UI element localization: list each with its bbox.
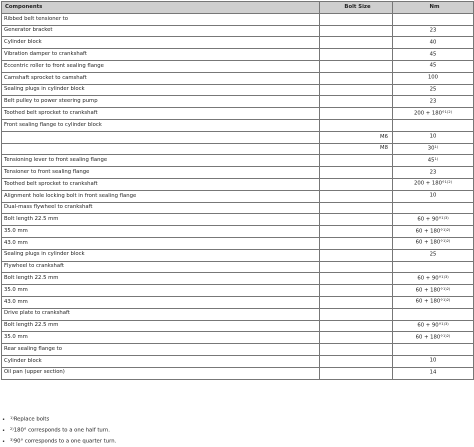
cell-component (2, 143, 320, 155)
torque-value: 60 + 180° (415, 334, 443, 341)
torque-value: 10 (429, 192, 437, 199)
cell-torque-nm (393, 84, 474, 96)
footnote-reference: 1)2) (442, 286, 451, 291)
column-header-components: Components (2, 2, 320, 14)
footnote-reference: 1)2) (442, 239, 451, 244)
footnote-reference: 1)3) (441, 321, 449, 326)
cell-component: Bolt length 22.5 mm (2, 273, 320, 285)
footnote-text: 90° corresponds to a one quarter turn. (13, 438, 117, 445)
cell-torque-nm (393, 96, 474, 108)
cell-torque-nm (393, 202, 474, 214)
footnote-reference: 1)2) (444, 180, 453, 185)
cell-component (2, 131, 320, 143)
torque-value: 200 + 180° (413, 110, 445, 117)
cell-component: 35.0 mm (2, 226, 320, 238)
table-row (2, 320, 474, 332)
cell-component: 35.0 mm (2, 332, 320, 344)
column-header-nm: Nm (393, 2, 474, 14)
footnote-mark: 2) (10, 427, 14, 431)
torque-value: 45 (427, 157, 435, 164)
cell-torque-nm (393, 37, 474, 49)
cell-component: Drive plate to crankshaft (2, 308, 320, 320)
torque-value: 25 (429, 86, 437, 93)
torque-value: 60 + 180° (415, 287, 443, 294)
cell-bolt-size (320, 190, 393, 202)
cell-component: Dual-mass flywheel to crankshaft (2, 202, 320, 214)
footnote-reference: 1) (434, 156, 439, 161)
table-group-row (2, 13, 474, 25)
torque-value: 14 (429, 369, 437, 376)
table-group-row (2, 119, 474, 131)
cell-torque-nm (393, 285, 474, 297)
cell-bolt-size (320, 320, 393, 332)
table-row (2, 273, 474, 285)
cell-torque-nm (393, 355, 474, 367)
table-row (2, 25, 474, 37)
table-row (2, 285, 474, 297)
cell-component: Toothed belt sprocket to crankshaft (2, 108, 320, 120)
cell-torque-nm (393, 273, 474, 285)
column-header-bolt-size: Bolt Size (320, 2, 393, 14)
table-header-row (2, 2, 474, 14)
cell-component: Sealing plugs in cylinder block (2, 249, 320, 261)
footnote-reference: 1)2) (442, 227, 451, 232)
cell-torque-nm (393, 308, 474, 320)
cell-bolt-size (320, 96, 393, 108)
cell-bolt-size (320, 261, 393, 273)
cell-component: Tensioning lever to front sealing flange (2, 155, 320, 167)
torque-value: 45 (429, 51, 437, 58)
table-row (2, 72, 474, 84)
table-row (2, 367, 474, 379)
table-group-row (2, 202, 474, 214)
torque-value: 23 (429, 169, 437, 176)
cell-torque-nm (393, 60, 474, 72)
cell-component: Ribbed belt tensioner to (2, 13, 320, 25)
cell-component: 35.0 mm (2, 285, 320, 297)
cell-torque-nm (393, 190, 474, 202)
cell-torque-nm (393, 344, 474, 356)
cell-component: Oil pan (upper section) (2, 367, 320, 379)
footnote-text: Replace bolts (13, 416, 50, 423)
torque-value: 30 (427, 145, 435, 152)
torque-value: 40 (429, 39, 437, 46)
cell-component: Flywheel to crankshaft (2, 261, 320, 273)
cell-bolt-size (320, 84, 393, 96)
table-row (2, 178, 474, 190)
cell-component: Sealing plugs in cylinder block (2, 84, 320, 96)
cell-bolt-size (320, 308, 393, 320)
cell-torque-nm (393, 13, 474, 25)
footnote-reference: 1)2) (442, 298, 451, 303)
table-row (2, 355, 474, 367)
cell-bolt-size (320, 37, 393, 49)
cell-torque-nm (393, 320, 474, 332)
table-row (2, 60, 474, 72)
cell-component: Cylinder block (2, 355, 320, 367)
cell-component: Cylinder block (2, 37, 320, 49)
cell-component: 43.0 mm (2, 237, 320, 249)
cell-torque-nm (393, 214, 474, 226)
table-row (2, 96, 474, 108)
bullet-icon: • (2, 416, 6, 423)
table-row (2, 143, 474, 155)
cell-torque-nm (393, 296, 474, 308)
table-row (2, 49, 474, 61)
cell-bolt-size (320, 13, 393, 25)
cell-bolt-size (320, 332, 393, 344)
cell-bolt-size (320, 273, 393, 285)
cell-bolt-size (320, 249, 393, 261)
torque-value: 200 + 180° (413, 181, 445, 187)
torque-value: 60 + 90° (417, 216, 442, 223)
cell-bolt-size (320, 367, 393, 379)
cell-bolt-size (320, 108, 393, 120)
torque-value: 60 + 90° (417, 322, 442, 329)
cell-bolt-size: M6 (320, 131, 393, 143)
footnote-reference: 1)2) (442, 333, 451, 338)
table-row (2, 249, 474, 261)
cell-bolt-size (320, 49, 393, 61)
cell-component: Toothed belt sprocket to crankshaft (2, 178, 320, 190)
cell-component: Front sealing flange to cylinder block (2, 119, 320, 131)
table-row (2, 167, 474, 179)
cell-bolt-size (320, 25, 393, 37)
cell-bolt-size (320, 226, 393, 238)
cell-bolt-size (320, 119, 393, 131)
bullet-icon: • (2, 438, 6, 445)
table-row (2, 214, 474, 226)
cell-bolt-size (320, 72, 393, 84)
cell-component: Vibration damper to crankshaft (2, 49, 320, 61)
cell-bolt-size (320, 167, 393, 179)
table-row (2, 155, 474, 167)
cell-component: Generator bracket (2, 25, 320, 37)
table-row (2, 131, 474, 143)
torque-value: 60 + 180° (415, 228, 443, 235)
cell-bolt-size (320, 355, 393, 367)
cell-bolt-size: M8 (320, 143, 393, 155)
cell-bolt-size (320, 344, 393, 356)
cell-bolt-size (320, 155, 393, 167)
footnote-reference: 1)2) (444, 109, 453, 114)
cell-bolt-size (320, 285, 393, 297)
cell-component: Rear sealing flange to (2, 344, 320, 356)
torque-value: 23 (429, 27, 437, 34)
cell-bolt-size (320, 214, 393, 226)
cell-torque-nm (393, 367, 474, 379)
table-row (2, 190, 474, 202)
cell-torque-nm (393, 143, 474, 155)
cell-component: Eccentric roller to front sealing flange (2, 60, 320, 72)
table-group-row (2, 261, 474, 273)
cell-torque-nm (393, 108, 474, 120)
cell-bolt-size (320, 178, 393, 190)
cell-torque-nm (393, 131, 474, 143)
torque-value: 23 (429, 98, 437, 105)
torque-value: 10 (429, 133, 437, 140)
cell-torque-nm (393, 237, 474, 249)
footnote-reference: 1)3) (441, 274, 449, 279)
torque-value: 60 + 90° (417, 275, 442, 282)
cell-component: Bolt length 22.5 mm (2, 214, 320, 226)
footnote-mark: 3) (10, 438, 14, 442)
table-row (2, 332, 474, 344)
torque-value: 100 (427, 74, 439, 81)
cell-torque-nm (393, 332, 474, 344)
cell-bolt-size (320, 202, 393, 214)
footnote-reference: 1) (434, 145, 439, 150)
cell-torque-nm (393, 155, 474, 167)
table-body (2, 13, 474, 379)
cell-component: Belt pulley to power steering pump (2, 96, 320, 108)
torque-value: 60 + 180° (415, 239, 443, 246)
footnote-mark: 1) (10, 416, 14, 420)
bullet-icon: • (2, 427, 6, 434)
cell-torque-nm (393, 178, 474, 190)
torque-value: 45 (429, 63, 437, 70)
table-row (2, 237, 474, 249)
torque-value: 10 (429, 357, 437, 364)
table-row (2, 84, 474, 96)
torque-value: 60 + 180° (415, 298, 443, 305)
cell-torque-nm (393, 72, 474, 84)
table-row (2, 37, 474, 49)
table-group-row (2, 308, 474, 320)
table-row (2, 226, 474, 238)
torque-value: 25 (429, 251, 437, 258)
cell-torque-nm (393, 49, 474, 61)
footnote-line (2, 427, 110, 434)
footnote-text: 180° corresponds to a one half turn. (13, 427, 110, 434)
table-row (2, 108, 474, 120)
table-group-row (2, 344, 474, 356)
cell-component: Bolt length 22.5 mm (2, 320, 320, 332)
cell-torque-nm (393, 167, 474, 179)
cell-torque-nm (393, 261, 474, 273)
cell-bolt-size (320, 296, 393, 308)
cell-component: 43.0 mm (2, 296, 320, 308)
cell-bolt-size (320, 60, 393, 72)
cell-component: Camshaft sprocket to camshaft (2, 72, 320, 84)
cell-component: Tensioner to front sealing flange (2, 167, 320, 179)
footnote-reference: 1)3) (441, 215, 449, 220)
cell-torque-nm (393, 25, 474, 37)
torque-specifications-table (1, 1, 474, 380)
cell-component: Alignment hole locking bolt in front sealing flange (2, 190, 320, 202)
cell-bolt-size (320, 237, 393, 249)
footnote-line (2, 438, 116, 445)
table-row (2, 296, 474, 308)
cell-torque-nm (393, 249, 474, 261)
cell-torque-nm (393, 226, 474, 238)
footnote-line (2, 416, 49, 423)
cell-torque-nm (393, 119, 474, 131)
